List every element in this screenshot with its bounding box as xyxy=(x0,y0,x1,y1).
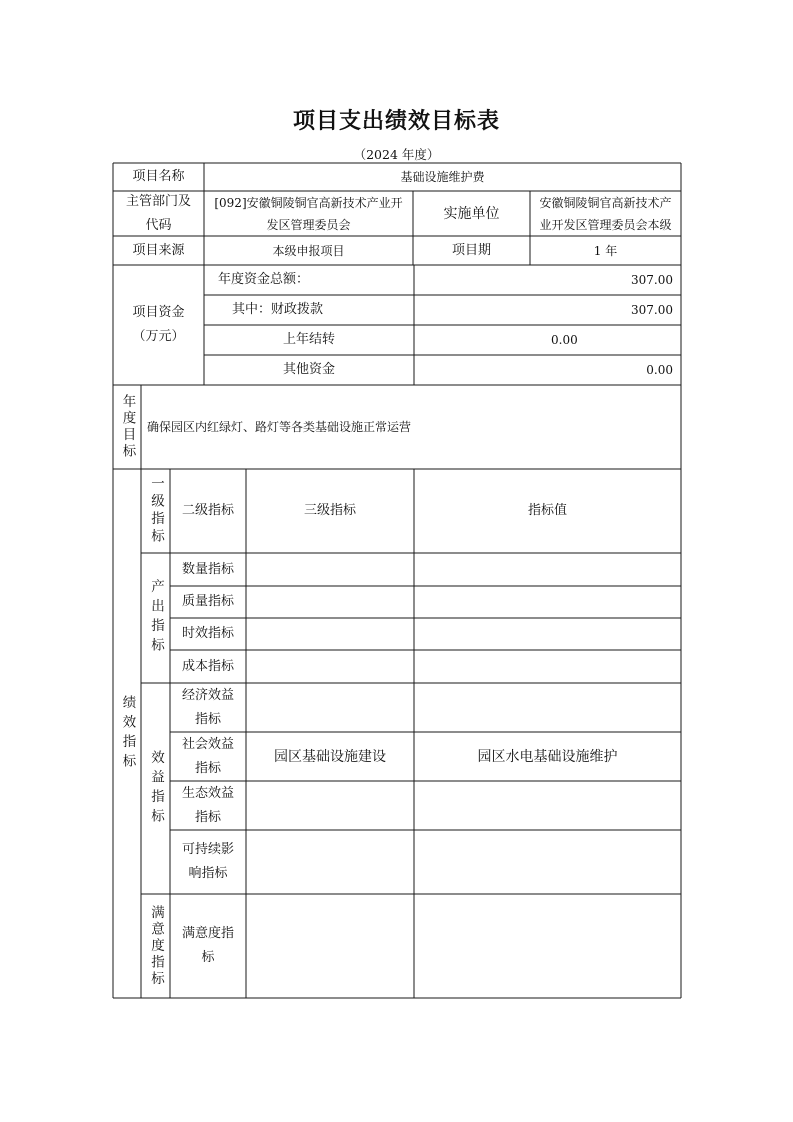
sustain-line1: 可持续影 xyxy=(181,842,234,857)
economic-line1: 经济效益 xyxy=(181,687,234,703)
economic-line2: 指标 xyxy=(194,711,221,727)
quality-indicator: 质量指标 xyxy=(181,594,234,609)
impl-unit-label: 实施单位 xyxy=(443,205,500,222)
carryover-value: 0.00 xyxy=(551,333,578,347)
page-title: 项目支出绩效目标表 xyxy=(292,108,500,134)
dept-label xyxy=(113,191,204,236)
annual-goal-value: 确保园区内红绿灯、路灯等各类基础设施正常运营 xyxy=(147,420,412,434)
cost-indicator: 成本指标 xyxy=(181,658,234,674)
benefit-indicators-text: 效益指标 xyxy=(148,749,164,828)
perf-indicators-label xyxy=(113,469,141,998)
satisfaction-text: 满意度指标 xyxy=(148,904,164,988)
economic-indicator xyxy=(170,683,246,732)
satisfaction-label xyxy=(141,894,170,998)
fiscal-label: 其中：财政拨款 xyxy=(232,302,324,317)
perf-indicators-label-text: 绩效指标 xyxy=(119,694,136,773)
social-line2: 指标 xyxy=(194,760,221,776)
dept-value xyxy=(204,191,413,236)
period-value: 1 年 xyxy=(593,243,618,258)
benefit-indicators-label xyxy=(141,683,170,894)
level1-header xyxy=(141,469,170,553)
level3-header: 三级指标 xyxy=(303,503,356,518)
dept-label-line1: 主管部门及 xyxy=(125,193,191,209)
impl-unit-value xyxy=(530,191,681,236)
funds-label-line1: 项目资金 xyxy=(132,305,185,320)
dept-label-line2: 代码 xyxy=(145,217,172,233)
social-indicator-value: 园区水电基础设施维护 xyxy=(477,748,618,765)
other-funds-label: 其他资金 xyxy=(282,362,335,377)
quantity-indicator: 数量指标 xyxy=(181,561,234,577)
output-indicators-label xyxy=(141,553,170,683)
timeliness-indicator: 时效指标 xyxy=(181,626,234,641)
annual-total-label: 年度资金总额： xyxy=(218,272,310,287)
period-label: 项目期 xyxy=(451,242,491,258)
annual-total-value: 307.00 xyxy=(631,273,673,287)
satisfaction-indicator xyxy=(170,894,246,998)
ecological-line2: 指标 xyxy=(194,809,221,825)
carryover-label: 上年结转 xyxy=(282,332,335,347)
output-indicators-text: 产出指标 xyxy=(148,579,164,657)
annual-goal-label-text: 年度目标 xyxy=(119,394,136,460)
level2-header: 二级指标 xyxy=(181,503,234,518)
year-label: （2024 年度） xyxy=(353,147,440,162)
funds-label xyxy=(113,265,204,385)
sustain-line2: 响指标 xyxy=(188,866,228,881)
impl-unit-line1: 安徽铜陵铜官高新技术产 xyxy=(539,195,672,210)
source-value: 本级申报项目 xyxy=(272,243,345,258)
dept-value-line1: [092]安徽铜陵铜官高新技术产业开 xyxy=(214,195,403,210)
funds-label-line2: （万元） xyxy=(132,329,185,344)
fiscal-value: 307.00 xyxy=(631,303,673,317)
project-name-label: 项目名称 xyxy=(132,169,185,184)
impl-unit-line2: 业开发区管理委员会本级 xyxy=(539,217,672,232)
source-label: 项目来源 xyxy=(132,242,185,258)
sustainability-indicator xyxy=(170,830,246,894)
dept-value-line2: 发区管理委员会 xyxy=(266,217,351,232)
social-line1: 社会效益 xyxy=(181,736,234,752)
other-funds-value: 0.00 xyxy=(646,363,673,377)
indicator-value-header: 指标值 xyxy=(527,503,567,518)
satisfaction-sub-line2: 标 xyxy=(201,950,215,965)
ecological-line1: 生态效益 xyxy=(181,785,234,801)
project-name-value: 基础设施维护费 xyxy=(400,170,485,184)
level1-header-text: 一级指标 xyxy=(148,476,164,546)
social-indicator xyxy=(170,732,246,781)
ecological-indicator xyxy=(170,781,246,830)
annual-goal-label xyxy=(113,385,141,469)
social-level3-value: 园区基础设施建设 xyxy=(274,748,386,765)
satisfaction-sub-line1: 满意度指 xyxy=(181,926,234,941)
